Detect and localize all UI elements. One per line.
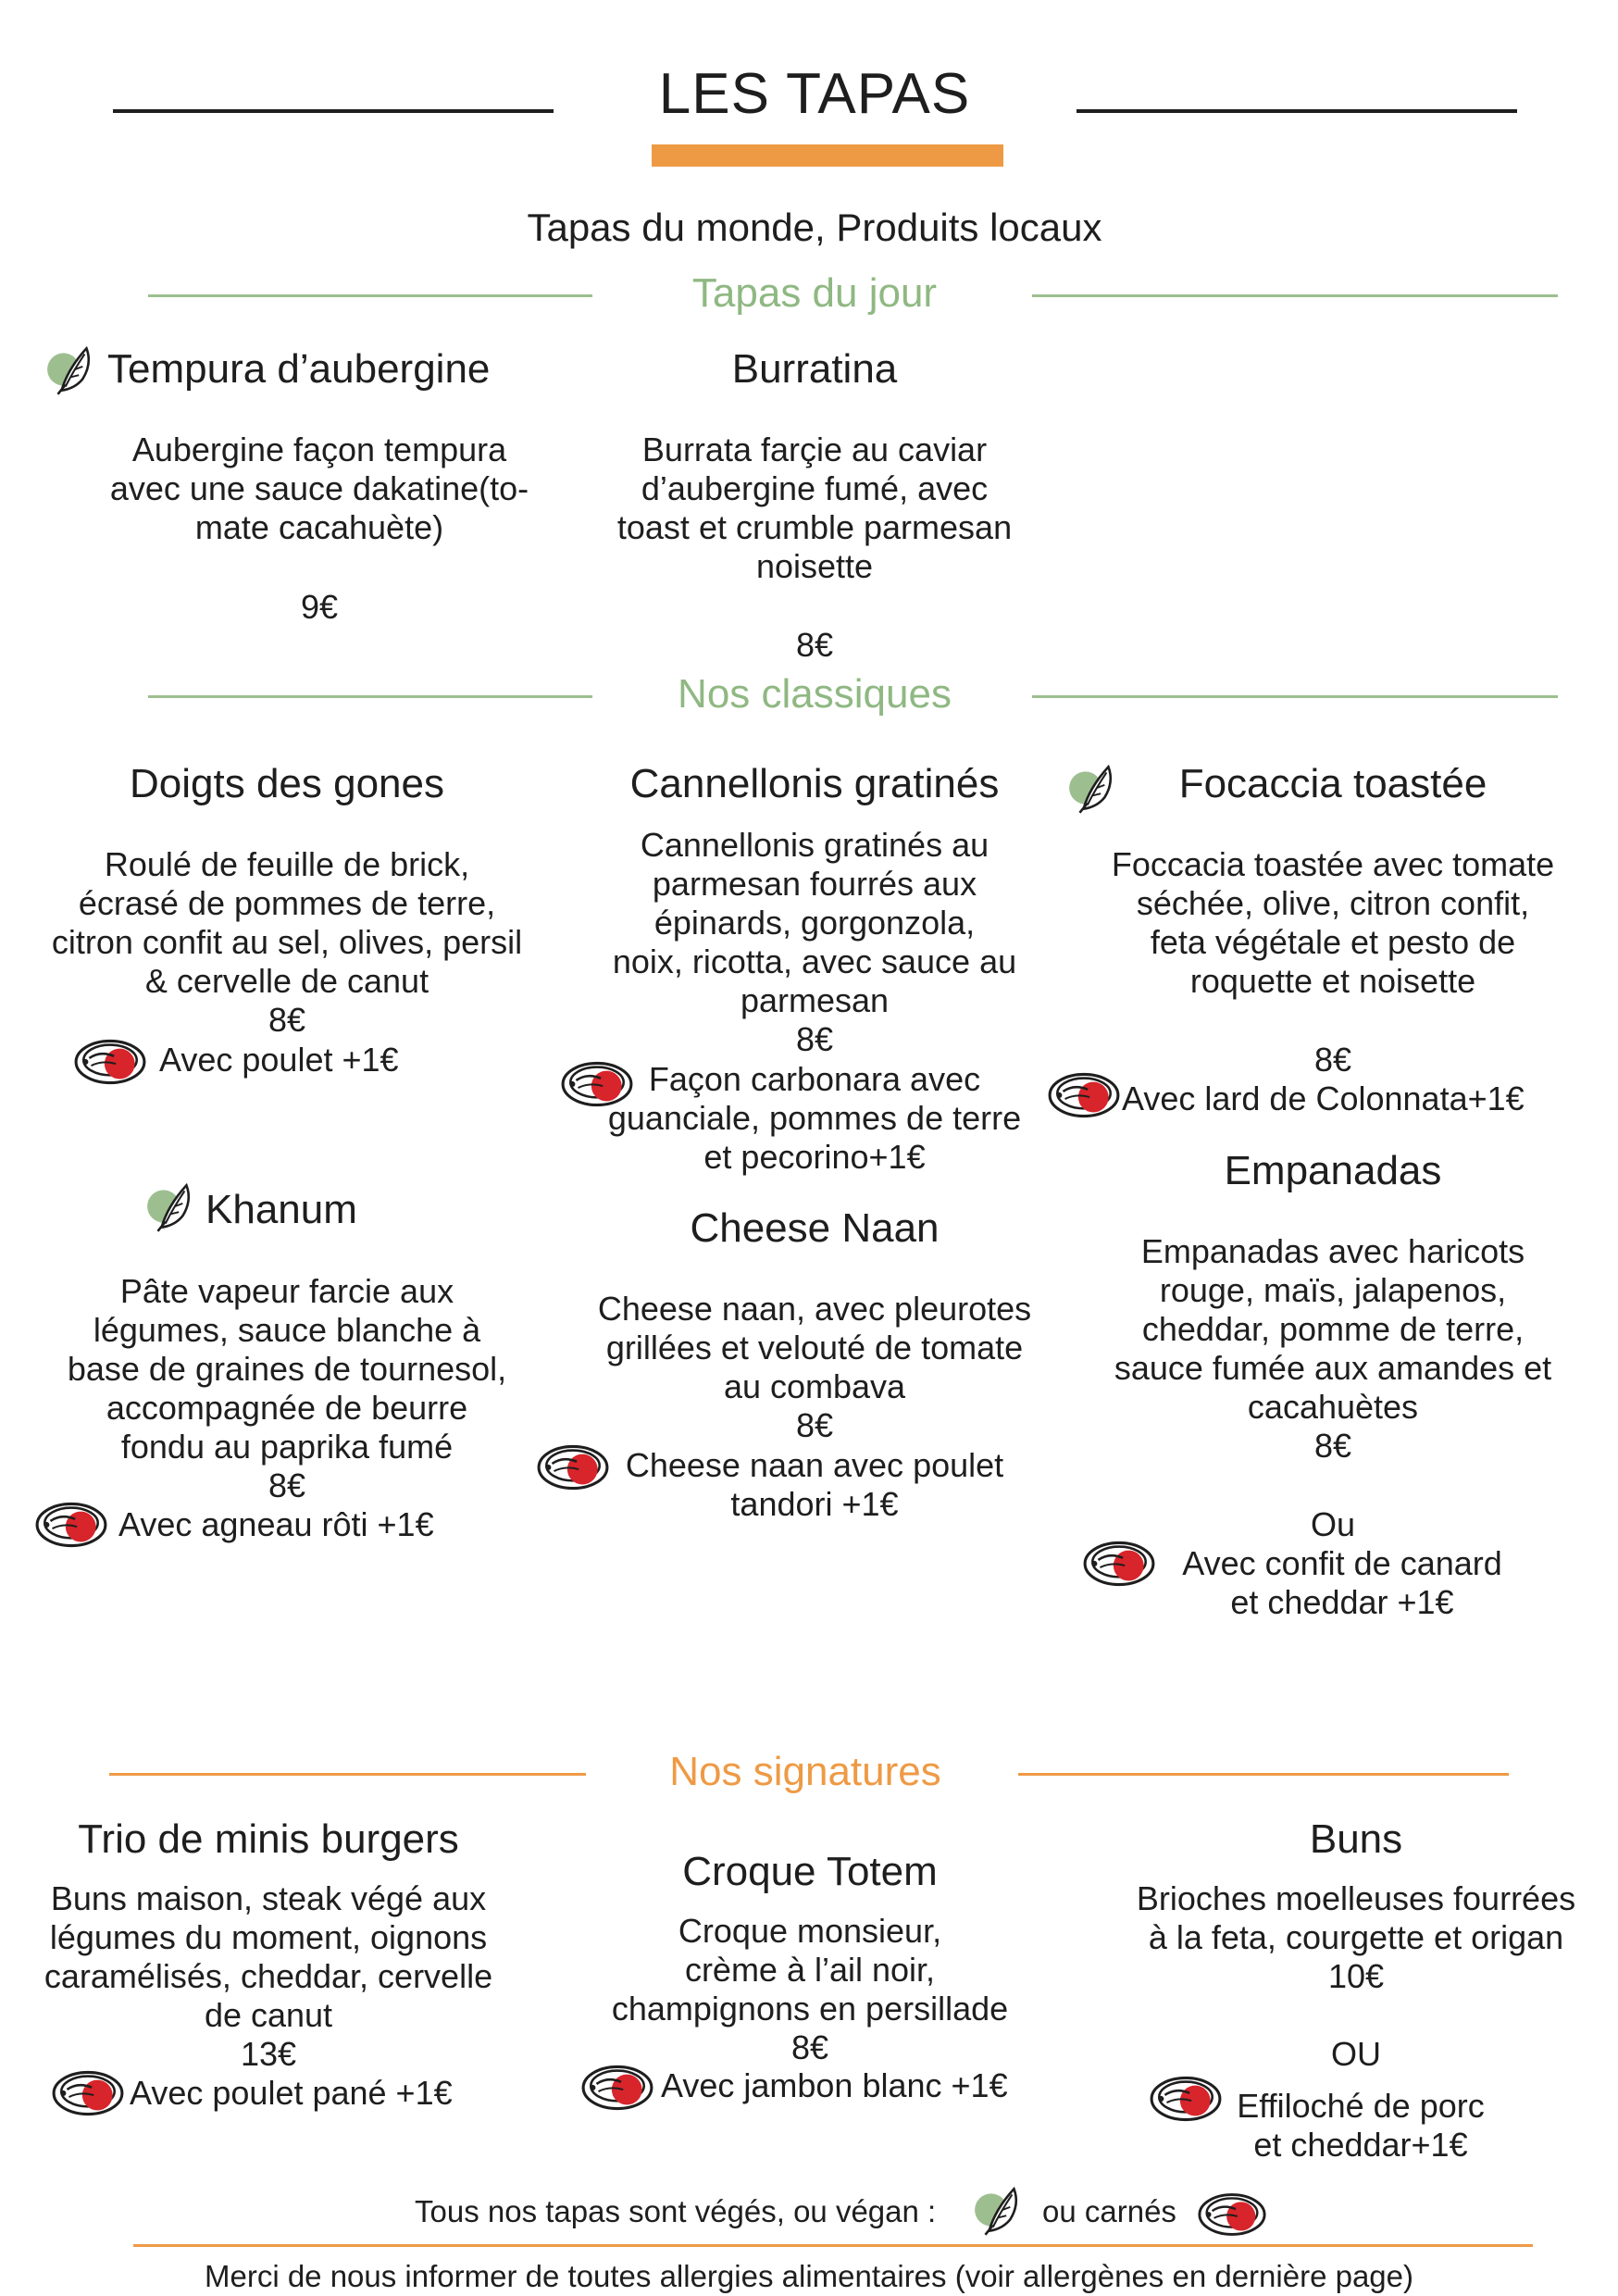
dish-desc-cheese-naan: Cheese naan, avec pleurotes grillées et velouté de tomate au combava: [597, 1290, 1032, 1405]
dish-price-doigts: 8€: [268, 1001, 306, 1039]
section-rule-left: [148, 294, 592, 297]
meat-icon: [1196, 2189, 1268, 2240]
dish-or-buns: OU: [1331, 2035, 1381, 2073]
section-rule-left: [148, 695, 592, 698]
dish-option-empanadas: Avec confit de canard et cheddar +1€: [1182, 1544, 1502, 1621]
dish-price-trio: 13€: [240, 2035, 297, 2073]
page-title: LES TAPAS: [658, 62, 971, 126]
vegetarian-icon: [144, 1178, 202, 1235]
dish-price-tempura: 9€: [300, 588, 339, 626]
dish-title-buns: Buns: [1309, 1816, 1403, 1862]
dish-desc-trio: Buns maison, steak végé aux légumes du moment, oignons caramélisés, cheddar, cervelle de canut: [44, 1879, 493, 2034]
dish-title-doigts: Doigts des gones: [130, 761, 444, 806]
title-underline-bar: [652, 144, 1003, 167]
dish-option-khanum: Avec agneau rôti +1€: [118, 1505, 434, 1543]
legend-meat-text: ou carnés: [1042, 2194, 1176, 2228]
dish-title-burratina: Burratina: [731, 346, 898, 392]
meat-icon: [72, 1035, 148, 1089]
dish-price-cheese-naan: 8€: [795, 1406, 834, 1444]
vegetarian-icon: [44, 341, 102, 398]
dish-title-croque: Croque Totem: [682, 1849, 938, 1894]
page-subtitle: Tapas du monde, Produits locaux: [527, 206, 1102, 249]
dish-desc-croque: Croque monsieur, crème à l’ail noir, champignons en persillade: [611, 1912, 1009, 2028]
dish-or-empanadas: Ou: [1310, 1505, 1356, 1543]
dish-desc-cannellonis: Cannellonis gratinés au parmesan fourrés aux épinards, gorgonzola, noix, ricotta, avec sauce au parmesan: [612, 826, 1017, 1019]
dish-price-burratina: 8€: [795, 626, 834, 664]
meat-icon: [33, 1498, 109, 1552]
footer-rule: [133, 2244, 1533, 2247]
dish-desc-khanum: Pâte vapeur farcie aux légumes, sauce blanche à base de graines de tournesol, accompagnée de beurre fondu au paprika fumé: [67, 1272, 507, 1466]
dish-option-buns: Effiloché de porc et cheddar+1€: [1237, 2087, 1485, 2164]
section-title-classiques: Nos classiques: [678, 671, 952, 717]
dish-title-trio: Trio de minis burgers: [78, 1816, 459, 1862]
dish-option-cannellonis: Façon carbonara avec guanciale, pommes de terre et pecorino+1€: [607, 1060, 1022, 1176]
dish-option-focaccia: Avec lard de Colonnata+1€: [1122, 1079, 1525, 1117]
dish-price-empanadas: 8€: [1313, 1427, 1352, 1465]
meat-icon: [1081, 1537, 1157, 1591]
dish-title-empanadas: Empanadas: [1224, 1148, 1442, 1193]
dish-price-croque: 8€: [790, 2028, 829, 2066]
dish-desc-focaccia: Foccacia toastée avec tomate séchée, olive, citron confit, feta végétale et pesto de roquette et noisette: [1111, 845, 1555, 1000]
dish-title-khanum: Khanum: [205, 1187, 357, 1232]
section-title-jour: Tapas du jour: [691, 270, 938, 316]
dish-title-focaccia: Focaccia toastée: [1178, 761, 1487, 806]
dish-desc-burratina: Burrata farçie au caviar d’aubergine fumé, avec toast et crumble parmesan noisette: [616, 430, 1013, 585]
section-title-signatures: Nos signatures: [669, 1749, 941, 1794]
dish-desc-tempura: Aubergine façon tempura avec une sauce dakatine(to- mate cacahuète): [109, 430, 529, 546]
dish-option-cheese-naan: Cheese naan avec poulet tandori +1€: [625, 1446, 1004, 1523]
dish-price-khanum: 8€: [268, 1466, 306, 1504]
dish-title-cannellonis: Cannellonis gratinés: [629, 761, 1000, 806]
section-rule-left: [109, 1773, 586, 1776]
vegetarian-icon: [972, 2181, 1029, 2239]
header-rule-left: [113, 109, 554, 113]
dish-option-trio: Avec poulet pané +1€: [130, 2074, 453, 2112]
dish-desc-buns: Brioches moelleuses fourrées à la feta, courgette et origan: [1136, 1879, 1576, 1956]
dish-price-focaccia: 8€: [1313, 1041, 1352, 1079]
header-rule-right: [1077, 109, 1517, 113]
section-rule-right: [1032, 294, 1558, 297]
meat-icon: [1046, 1068, 1122, 1122]
dish-title-cheese-naan: Cheese Naan: [690, 1205, 940, 1251]
legend-vegetarian-text: Tous nos tapas sont végés, ou végan :: [415, 2194, 937, 2228]
dish-price-cannellonis: 8€: [795, 1020, 834, 1058]
dish-option-croque: Avec jambon blanc +1€: [661, 2066, 1008, 2104]
allergy-notice: Merci de nous informer de toutes allergies alimentaires (voir allergènes en dernière page): [205, 2259, 1413, 2293]
dish-option-doigts: Avec poulet +1€: [159, 1041, 399, 1079]
section-rule-right: [1032, 695, 1558, 698]
dish-desc-empanadas: Empanadas avec haricots rouge, maïs, jalapenos, cheddar, pomme de terre, sauce fumée aux amandes et cacahuètes: [1114, 1232, 1552, 1426]
meat-icon: [579, 2061, 655, 2115]
dish-title-tempura: Tempura d’aubergine: [107, 346, 491, 392]
dish-desc-doigts: Roulé de feuille de brick, écrasé de pommes de terre, citron confit au sel, olives, persil & cervelle de canut: [51, 845, 523, 1000]
meat-icon: [50, 2066, 126, 2120]
section-rule-right: [1018, 1773, 1509, 1776]
dish-price-buns: 10€: [1327, 1957, 1385, 1995]
